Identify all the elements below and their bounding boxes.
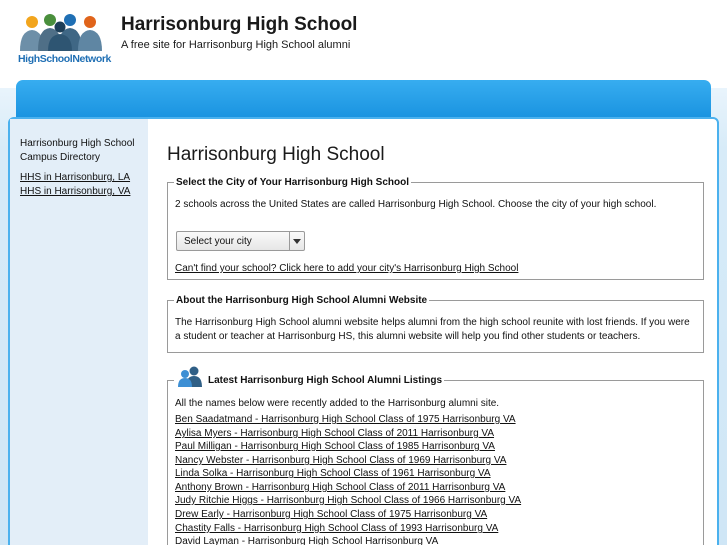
logo-people-icon [18,13,110,53]
about-text: The Harrisonburg High School alumni website helps alumni from the high school reunite with lost friends. If you were a student or teacher at Harrisonburg HS, this alumni website will help you find other students or teachers. [175,317,690,342]
alumni-people-icon [177,365,203,387]
listings-intro: All the names below were recently added to the Harrisonburg alumni site. [175,398,500,409]
listing-item[interactable]: Linda Solka - Harrisonburg High School Class of 1961 Harrisonburg VA [175,468,491,479]
site-title: Harrisonburg High School [121,14,358,35]
site-subtitle: A free site for Harrisonburg High School alumni [121,39,351,51]
city-select-value: Select your city [184,236,252,247]
city-select-text: 2 schools across the United States are called Harrisonburg High School. Choose the city of your high school. [175,199,657,210]
listing-item[interactable]: Paul Milligan - Harrisonburg High School Class of 1985 Harrisonburg VA [175,441,495,452]
navigation-bar [16,80,711,118]
listing-item[interactable]: Drew Early - Harrisonburg High School Class of 1975 Harrisonburg VA [175,509,488,520]
about-legend: About the Harrisonburg High School Alumni Website [176,295,428,306]
listing-item[interactable]: Anthony Brown - Harrisonburg High School Class of 2011 Harrisonburg VA [175,482,506,493]
listing-item[interactable]: Ben Saadatmand - Harrisonburg High School Class of 1975 Harrisonburg VA [175,414,516,425]
add-school-link[interactable]: Can't find your school? Click here to add your city's Harrisonburg High School [175,263,519,274]
chevron-down-icon [289,232,304,250]
city-select-dropdown[interactable] [176,231,305,251]
logo-text: HighSchoolNetwork [18,53,111,65]
listing-item[interactable]: Judy Ritchie Higgs - Harrisonburg High School Class of 1966 Harrisonburg VA [175,495,522,506]
page-title: Harrisonburg High School [167,144,385,165]
listings-legend: Latest Harrisonburg High School Alumni Listings [208,375,443,386]
high-school-network-logo[interactable] [18,13,110,69]
sidebar-link-hhs-va[interactable]: HHS in Harrisonburg, VA [20,186,131,197]
listing-item[interactable]: David Layman - Harrisonburg High School Harrisonburg VA [175,536,439,545]
sidebar-link-hhs-la[interactable]: HHS in Harrisonburg, LA [20,172,131,183]
listing-item[interactable]: Nancy Webster - Harrisonburg High School Class of 1969 Harrisonburg VA [175,455,507,466]
city-select-legend: Select the City of Your Harrisonburg High School [176,177,409,188]
header [0,0,727,80]
listing-item[interactable]: Aylisa Myers - Harrisonburg High School Class of 2011 Harrisonburg VA [175,428,495,439]
sidebar-heading: Harrisonburg High School Campus Directory [20,138,135,163]
listing-item[interactable]: Chastity Falls - Harrisonburg High School Class of 1993 Harrisonburg VA [175,523,499,534]
